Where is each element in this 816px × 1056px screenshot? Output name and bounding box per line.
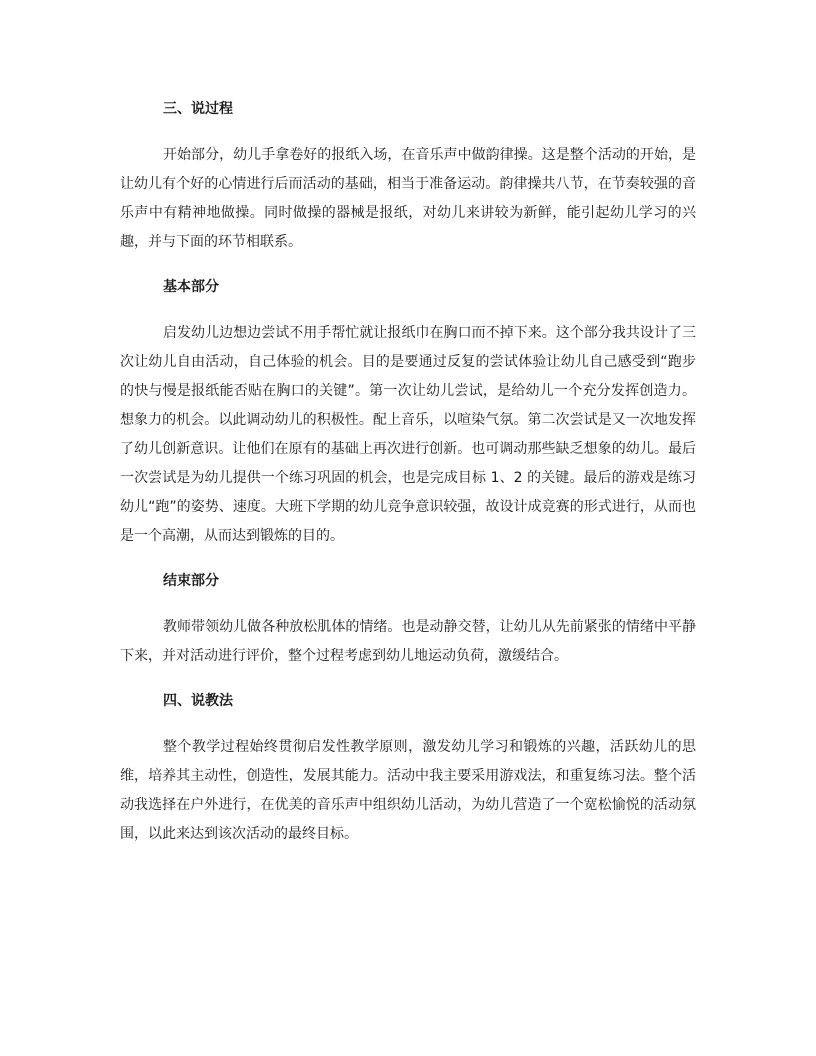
section-heading-teaching-method: 四、说教法 [163, 693, 233, 709]
section-heading-process: 三、说过程 [163, 101, 233, 117]
paragraph-basic-part: 启发幼儿边想边尝试不用手帮忙就让报纸巾在胸口而不掉下来。这个部分我共设计了三次让幼儿自由活动，自己体验的机会。目的是要通过反复的尝试体验让幼儿自己感受到“跑步的快与慢是报纸能否贴在胸口的关键”。第一次让幼儿尝试，是给幼儿一个充分发挥创造力。想象力的机会。以此调动幼儿的积极性。配上音乐，以喧染气氛。第二次尝试是又一次地发挥了幼儿创新意识。让他们在原有的基础上再次进行创新。也可调动那些缺乏想象的幼儿。最后一次尝试是为幼儿提供一个练习巩固的机会，也是完成目标 1、2 的关键。最后的游戏是练习幼儿“跑”的姿势、速度。大班下学期的幼儿竞争意识较强，故设计成竞赛的形式进行，从而也是一个高潮，从而达到锻炼的目的。 [120, 325, 696, 544]
paragraph-ending-part: 教师带领幼儿做各种放松肌体的情绪。也是动静交替，让幼儿从先前紧张的情绪中平静下来，并对活动进行评价，整个过程考虑到幼儿地运动负荷，激缓结合。 [120, 619, 696, 664]
section-heading-ending-part: 结束部分 [163, 573, 219, 589]
paragraph-opening-part: 开始部分，幼儿手拿卷好的报纸入场，在音乐声中做韵律操。这是整个活动的开始，是让幼儿有个好的心情进行后而活动的基础，相当于准备运动。韵律操共八节，在节奏较强的音乐声中有精神地做操。同时做操的器械是报纸，对幼儿来讲较为新鲜，能引起幼儿学习的兴趣，并与下面的环节相联系。 [120, 147, 696, 250]
paragraph-teaching-method: 整个教学过程始终贯彻启发性教学原则，激发幼儿学习和锻炼的兴趣，活跃幼儿的思维，培养其主动性，创造性，发展其能力。活动中我主要采用游戏法，和重复练习法。整个活动我选择在户外进行，在优美的音乐声中组织幼儿活动，为幼儿营造了一个宽松愉悦的活动氛围，以此来达到该次活动的最终目标。 [120, 739, 696, 842]
document-body [120, 98, 696, 849]
section-heading-basic-part: 基本部分 [163, 279, 219, 295]
